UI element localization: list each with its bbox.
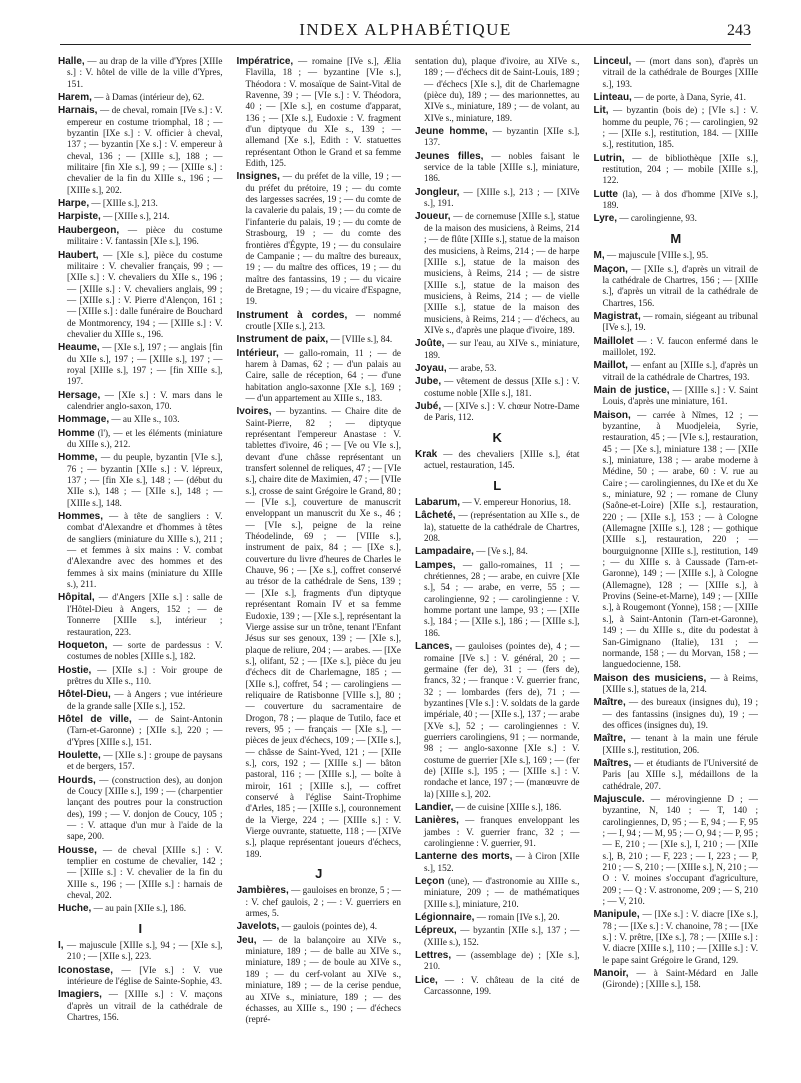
column-3 — [415, 56, 580, 1066]
section-letter: M — [670, 230, 682, 246]
index-entry — [415, 802, 580, 813]
entry-headword: Magistrat, — [593, 310, 641, 322]
entry-text: — byzantin [XIIe s.], 137 ; — (XIIIe s.), 152. — [424, 925, 580, 947]
entry-text: sentation du), plaque d'ivoire, au XIVe s., 189 ; — d'échecs dit de Saint-Louis, 189 ; — d'échecs [XIe s.], dit de Charlemagne (pièce du), 189 ; — des marionnettes, au XIVe s., miniature, 189 ; — de volant, au XIVe s., miniature, 189. — [415, 56, 580, 123]
entry-headword: Lyre, — [593, 213, 618, 225]
entry-text: — de cornemuse [XIIIe s.], statue de la maison des musiciens, à Reims, 214 ; — de flûte [XIIIe s.], statue de la maison des musiciens, à Reims, 214 ; — de harpe [XIIIe s.], statue de la maison des musiciens, à Reims, 214 ; — de sistre [XIIIe s.], statue de la maison des musiciens, à Reims, 214 ; — de vielle [XIIIe s.], statue de la maison des musiciens, à Reims, 214 ; — d'échecs, au XIVe s., d'après une plaque d'ivoire, 189. — [424, 211, 580, 335]
entry-text: — au pain [XIIe s.], 186. — [91, 903, 187, 914]
index-entry — [594, 360, 759, 383]
entry-headword: Joûte, — [415, 338, 445, 350]
entry-headword: I, — [58, 940, 64, 952]
entry-text: — du peuple, byzantin [VIe s.], 76 ; — byzantin [XIIe s.] : V. lépreux, 137 ; — [fin XIe s.], 148 ; — (début du XIIe s.), 148 ; — [XIIe s.], 148 ; — [XIIIe s.], 148. — [67, 452, 223, 508]
index-entry — [594, 311, 759, 334]
column-2 — [237, 56, 402, 1066]
entry-text: — [XIIe s.] : groupe de paysans et de bergers, 157. — [67, 749, 223, 772]
entry-text: — [XIIe s.] : Voir groupe de prêtres du XIIe s., 110. — [67, 664, 223, 686]
index-entry — [594, 968, 759, 991]
entry-text: — romain [IVe s.], 20. — [474, 912, 560, 923]
entry-text: — à tête de sangliers : V. combat d'Alexandre et d'hommes à têtes de sangliers (miniature du XIIIe s.), 211 ; — et femmes à six mains : V. combat d'Alexandre avec des hommes et des femmes à six mains (miniature du XIIIe s.), 211. — [67, 511, 223, 590]
index-entry — [594, 697, 759, 731]
entry-text: — de bibliothèque [XIIe s.], restitution, 204 ; — mobile [XIIIe s.], 122. — [602, 152, 758, 186]
index-entry — [594, 213, 759, 224]
entry-text: — majuscule [XIIIe s.], 94 ; — [XIe s.], 210 ; — [XIIe s.], 223. — [63, 940, 223, 962]
index-entry — [237, 310, 402, 333]
entry-headword: Joyau, — [415, 362, 447, 374]
index-entry — [415, 950, 580, 973]
section-letter: J — [315, 866, 323, 882]
entry-text: — : V. faucon enfermé dans le maillolet, 192. — [602, 335, 758, 357]
entry-headword: Hersage, — [58, 389, 101, 401]
entry-text: — romain, siégeant au tribunal [IVe s.], 19. — [602, 310, 758, 333]
entry-text: — gallo-romain, 11 ; — de harem à Damas, 62 ; — d'un palais au Caire, salle de réception, 64 ; — d'une habitation anglo-saxonne [XIe s.], 169 ; — d'un appartement au XIIIe s., 183. — [245, 347, 401, 403]
entry-headword: Hourds, — [58, 774, 96, 786]
entry-headword: Hommage, — [58, 414, 110, 426]
index-entry — [58, 105, 223, 196]
entry-headword: Lettres, — [415, 950, 452, 962]
entry-text: — [IXe s.] : V. diacre [IXe s.], 78 ; — [IXe s.] : V. chanoine, 78 ; — [IXe s.] : V. prêtre, [IXe s.], 78 ; — [XIIIe s.] : V. diacre [XIIIe s.], 110 ; — [XIIIe s.] : V. le pape saint Grégoire le Grand, 129. — [602, 909, 758, 965]
entry-text: (la), — à dos d'homme [XIVe s.], 189. — [602, 188, 758, 211]
index-entry — [237, 935, 402, 1026]
index-entry — [415, 815, 580, 849]
index-entry — [415, 925, 580, 948]
entry-headword: Hôpital, — [58, 592, 95, 604]
index-entry — [415, 56, 580, 124]
section-letter: L — [493, 477, 502, 493]
entry-text: — byzantin [XIIe s.], 137. — [424, 126, 580, 148]
index-entry — [58, 342, 223, 387]
entry-headword: Haubert, — [58, 249, 99, 261]
entry-headword: Homme — [58, 427, 95, 439]
index-entry — [594, 153, 759, 187]
entry-headword: Manipule, — [593, 909, 640, 921]
entry-headword: Intérieur, — [236, 347, 279, 359]
index-entry — [237, 334, 402, 345]
entry-headword: Linceul, — [593, 56, 632, 67]
index-entry — [415, 338, 580, 361]
entry-text: — carolingienne, 93. — [617, 213, 697, 224]
entry-headword: Joueur, — [415, 211, 451, 223]
entry-text: — [VIIIe s.], 84. — [328, 334, 393, 345]
entry-text: — [XIIIe s.], 213 ; — [XIVe s.], 191. — [424, 186, 580, 209]
index-entry — [415, 151, 580, 185]
entry-text: — V. empereur Honorius, 18. — [460, 497, 571, 508]
entry-text: — byzantins. — Chaire dite de Saint-Pierre, 82 ; — diptyque représentant l'empereur Anastase : V. tablettes d'ivoire, 46 ; — [Ve ou VIe s.], devant d'une châsse représentant un transfert solennel de reliques, 47 ; — [VIe s.], chaire dite de Maximien, 47 ; — [VIIe s.], crosse de saint Grégoire le Grand, 80 ; — [VIe s.], couverture de manuscrit enveloppant un manuscrit du Xe s., 46 ; — [VIe s.], peigne de la reine Théodelinde, 69 ; — [VIIIe s.], instrument de paix, 84 ; — [IXe s.], couverture du livre d'heures de Charles le Chauve, 96 ; — [Xe s.], coffret conservé au trésor de la cathédrale de Sens, 139 ; — [XIe s.], fragments d'un diptyque représentant Romain IV et sa femme Eudoxie, 139 ; — [XIe s.], représentant la Vierge assise sur un trône, tenant l'Enfant Jésus sur ses genoux, 139 ; — [XIe s.], plaque de reliure, 204 ; — arabes. — [IXe s.], olifant, 52 ; — [IXe s.], pièce du jeu d'échecs dit de Charlemagne, 185 ; — [XIIe s.], coffret, 54 ; — carolingiens — reliquaire de Ratisbonne [VIIIe s.], 80 ; — couverture du sacramentaire de Drogon, 78 ; — plaque de Tutilo, face et revers, 95 ; — français — [XIe s.], — pièces de jeux d'échecs, 109 ; — [XIIe s.], — châsse de Saint-Yved, 121 ; — [XIIe s.], cors, 192 ; — [XIIIe s.] — bâton pastoral, 116 ; — [XIIIe s.], — boîte à miroir, 161 ; [XIIIe s.], — coffret conservé à l'église Saint-Trophime d'Arles, 185 ; — [XIIIe s.], couronnement de la Vierge, 224 ; — [XIIIe s.] : V. Vierge ouvrante, statuette, 118 ; — [XIVe s.], plaque représentant joueurs d'échecs, 189. — [245, 406, 401, 859]
entry-headword: Maçon, — [593, 263, 628, 275]
entry-headword: Insignes, — [236, 171, 280, 183]
entry-text: — des bureaux (insignes du), 19 ; — des fantassins (insignes du), 19 ; — des offices (insignes du), 19. — [602, 697, 758, 730]
entry-text: — [VIe s.] : V. vue intérieure de l'église de Sainte-Sophie, 43. — [67, 964, 223, 987]
entry-text: — gauloises (pointes de), 4 ; — romaine [IVe s.] : V. général, 20 ; — germaine (fer de), 31 ; — (fers de), francs, 32 ; — franque : V. guerrier franc, 32 ; — lombardes (fers de), 71 ; — byzantines [VIe s.] : V. soldats de la garde impériale, 40 ; — [XIIe s.], 137 ; — arabe [XVe s.], 52 ; — carolingiennes : V. guerriers carolingiens, 91 ; — normande, 98 ; — anglo-saxonne [XIe s.] : V. costume de guerrier [XIe s.], 169 ; — (fer de) [XIIIe s.], 195 ; — [XIIIe s.] : V. rondache et lance, 197 ; — (manœuvre de la) [XIIIe s.], 202. — [424, 641, 580, 799]
entry-text: — [XIe s.], 197 ; — anglais [fin du XIIe s.], 197 ; — [XIIIe s.], 197 ; — royal [XIIIe s.], 197 ; — [fin XIIIe s.], 197. — [67, 342, 223, 387]
entry-text: — de porte, à Dana, Syrie, 41. — [631, 92, 746, 103]
entry-headword: Maison des musiciens, — [593, 672, 707, 684]
index-entry — [58, 903, 223, 914]
index-entry — [237, 921, 402, 932]
running-header — [60, 14, 751, 45]
entry-headword: Housse, — [58, 844, 97, 856]
index-entry — [415, 912, 580, 923]
index-entry — [58, 775, 223, 843]
index-entry — [415, 497, 580, 508]
page-title: INDEX ALPHABÉTIQUE — [299, 20, 512, 39]
index-entry — [415, 187, 580, 210]
index-entry — [594, 264, 759, 309]
entry-text: — à Angers ; vue intérieure de la grande salle [XIIe s.], 152. — [67, 689, 223, 711]
entry-text: — [XIIIe s.], 213. — [89, 198, 158, 209]
entry-text: — d'Angers [XIIe s.] : salle de l'Hôtel-Dieu à Angers, 152 ; — de Tonnerre [XIIIe s.], intérieur ; restauration, 223. — [67, 592, 223, 637]
entry-text: — gaulois (pointes de), 4. — [279, 921, 378, 932]
entry-text: — [XIIIe s.] : V. maçons d'après un vitrail de la cathédrale de Chartres, 156. — [67, 989, 223, 1023]
entry-headword: Krak — [415, 449, 438, 460]
index-entry — [415, 641, 580, 800]
entry-headword: Majuscule. — [593, 793, 645, 805]
entry-text: (l'), — et les éléments (miniature du XIIIe s.), 212. — [67, 427, 223, 449]
entry-text: — de cheval [XIIIe s.] : V. templier en costume de chevalier, 142 ; — [XIIIe s.] : V. chevalier de la fin du XIIIe s., 196 ; — [XIIIe s.] : harnais de cheval, 202. — [67, 844, 223, 901]
index-entry — [58, 198, 223, 209]
entry-headword: Hommes, — [58, 511, 104, 523]
index-entry — [594, 758, 759, 792]
entry-headword: Jube, — [415, 376, 442, 388]
index-entry — [594, 250, 759, 261]
entry-text: — (construction des), au donjon de Coucy [XIIIe s.], 199 ; — (charpentier lançant des poutres pour la construction des), 199 ; — V. donjon de Coucy, 105 ; — : V. attaque d'un mur à l'aide de la sape, 200. — [67, 774, 223, 842]
entry-text: — à Reims, [XIIIe s.], statues de la, 214. — [602, 672, 758, 694]
index-entry — [237, 171, 402, 307]
entry-text: — des chevaliers [XIIIe s.], état actuel, restauration, 145. — [424, 449, 580, 471]
entry-headword: Maillot, — [593, 360, 628, 372]
entry-text: — [XIIe s.], d'après un vitrail de la cathédrale de Chartres, 156 ; — [XIIIe s.], d'après un vitrail de la cathédrale de Chartres, 156. — [602, 263, 758, 308]
index-entry — [594, 909, 759, 966]
entry-headword: Main de justice, — [593, 384, 670, 396]
index-entry — [594, 56, 759, 90]
entry-text: — (représentation au XIIe s., de la), statuette de la cathédrale de Chartres, 208. — [424, 510, 580, 544]
index-entry — [58, 56, 223, 90]
entry-text: — nommé croutle [XIIe s.], 213. — [245, 309, 401, 331]
entry-text: — de cheval, romain [IVe s.] : V. empereur en costume triomphal, 18 ; — byzantin [IXe s.] : V. officier à cheval, 137 ; — byzantin [Xe s.] : V. empereur à cheval, 136 ; — [XIIIe s.], 188 ; — militaire [fin XIe s.], 99 ; — [XIIIe s.] : chevalier de la fin du XIIIe s., 196 ; — [XIIIe s.], 202. — [67, 105, 223, 195]
entry-headword: Ivoires, — [236, 406, 272, 418]
index-entry — [58, 845, 223, 902]
index-entry — [415, 126, 580, 149]
index-entry — [594, 733, 759, 756]
entry-text: — majuscule [VIIIe s.], 95. — [604, 250, 709, 261]
entry-headword: Javelots, — [236, 921, 280, 933]
entry-headword: Imagiers, — [58, 989, 102, 1001]
index-entry — [415, 876, 580, 910]
entry-headword: Leçon — [415, 876, 445, 888]
entry-headword: Maître, — [593, 697, 626, 709]
column-4 — [594, 56, 759, 1066]
index-entry — [58, 414, 223, 425]
entry-headword: Houlette, — [58, 749, 101, 761]
index-entry — [237, 406, 402, 860]
entry-headword: Impératrice, — [236, 56, 294, 67]
entry-headword: Maîtres, — [593, 757, 632, 769]
entry-text: — gauloises en bronze, 5 ; — : V. chef gaulois, 2 ; — : V. guerriers en armes, 5. — [245, 885, 401, 919]
index-entry — [58, 511, 223, 590]
entry-headword: Jongleur, — [415, 186, 460, 198]
index-entry — [58, 428, 223, 451]
entry-text: — (mort dans son), d'après un vitrail de la cathédrale de Bourges [XIIIe s.], 193. — [602, 56, 758, 89]
entry-headword: Lutte — [593, 188, 618, 200]
entry-headword: Lanterne des morts, — [415, 851, 513, 863]
entry-text: — [XIVe s.] : V. chœur Notre-Dame de Paris, 112. — [424, 400, 580, 423]
entry-headword: Harpe, — [58, 198, 90, 210]
entry-headword: Lances, — [415, 641, 453, 653]
entry-headword: Lice, — [415, 974, 438, 986]
index-entry — [594, 385, 759, 408]
index-entry — [415, 363, 580, 374]
entry-text: — nobles faisant le service de la table [XIIIe s.], miniature, 186. — [424, 150, 580, 184]
entry-headword: Heaume, — [58, 342, 100, 354]
index-entry — [58, 92, 223, 103]
page-number: 243 — [727, 22, 751, 39]
entry-text: — romaine [IVe s.], Ælia Flavilla, 18 ; — byzantine [VIe s.], Théodora : V. mosaïque de Saint-Vital de Ravenne, 39 ; — [VIe s.] : V. Théodora, 40 ; — [XIe s.], en costume d'apparat, 136 ; — [XIe s.], Eudoxie : V. fragment d'un diptyque du XIe s., 139 ; — allemand [Xe s.], Edith : V. statuettes représentant Othon le Grand et sa femme Edith, 125. — [245, 56, 401, 169]
index-entry — [594, 794, 759, 907]
entry-headword: Landier, — [415, 801, 454, 813]
entry-headword: Hoqueton, — [58, 639, 108, 651]
entry-text: — à Ciron [XIIe s.], 152. — [424, 851, 580, 873]
entry-headword: Jeune homme, — [415, 126, 488, 138]
entry-headword: Lépreux, — [415, 925, 457, 937]
entry-text: — gallo-romaines, 11 ; — chrétiennes, 28 ; — arabe, en cuivre [XIe s.], 54 ; — arabe, en verre, 55 ; — carolingienne, 92 ; — carolingienne : V. homme portant une lampe, 93 ; — [XIIe s.], 184 ; — [XIIe s.], 186 ; — [XIIIe s.], 186. — [424, 559, 580, 638]
index-entry — [237, 885, 402, 919]
entry-headword: Lampadaire, — [415, 546, 474, 558]
entry-headword: Iconostase, — [58, 964, 114, 976]
entry-text: — [XIIIe s.], 214. — [100, 211, 170, 222]
entry-text: — enfant au [XIIIe s.], d'après un vitrail de la cathédrale de Chartres, 193. — [602, 360, 758, 382]
index-entry — [58, 640, 223, 663]
entry-text: — sur l'eau, au XIVe s., miniature, 189. — [424, 338, 580, 360]
index-entry — [415, 449, 580, 472]
index-entry — [58, 965, 223, 988]
index-entry — [58, 714, 223, 748]
index-entry — [415, 510, 580, 544]
entry-text: — [Ve s.], 84. — [473, 546, 528, 557]
index-entry — [237, 348, 402, 405]
index-columns — [58, 56, 758, 1066]
index-entry — [58, 452, 223, 509]
section-letter: I — [138, 920, 143, 936]
index-entry — [594, 673, 759, 696]
entry-text: (une), — d'astronomie au XIIIe s., miniature, 209 ; — de mathématiques [XIIIe s.], miniature, 210. — [424, 876, 580, 909]
index-entry — [58, 250, 223, 341]
entry-text: — de cuisine [XIIIe s.], 186. — [453, 801, 562, 812]
entry-text: — carrée à Nîmes, 12 ; — byzantine, à Muodjeleia, Syrie, restauration, 45 ; — [VIe s.], restauration, 45 ; — [Xe s.], miniature 138 ; — [XIIe s.], miniature, 138 ; — arabe moderne à Médine, 50 ; — arabe, 60 : V. rue au Caire ; — carolingiennes, du IXe et du Xe s., miniature, 92 ; — romane de Cluny (Saône-et-Loire) [XIIe s.], restauration, 220 ; — [XIIe s.], 153 ; — à Cologne (Allemagne [XIIIe s.], 128 ; — gothique [XIIIe s.], restauration, 220 ; — bourguignonne [XIIIe s.], restitution, 149 ; — du XIIIe s. à Caussade (Tarn-et-Garonne), 149 ; — [XIIIe s.], à Cologne (Allemagne), 128 ; — [XIIIe s.], à Provins (Seine-et-Marne), 149 ; — [XIIIe s.], à Rougemont (Yonne), 158 ; — [XIIIe s.], à Saint-Antonin (Tarn-et-Garonne), 149 ; — du XIIIe s., dite du podestat à San-Gimignano (Italie), 131 ; — normande, 158 ; — du Morvan, 158 ; — languedocienne, 158. — [602, 409, 758, 670]
index-entry — [58, 225, 223, 248]
entry-headword: Jeunes filles, — [415, 150, 484, 162]
entry-text: — franques enveloppant les jambes : V. guerrier franc, 32 ; — carolingienne : V. guerrier, 91. — [424, 815, 580, 848]
index-entry — [594, 336, 759, 359]
entry-text: — du préfet de la ville, 19 ; — du préfet du prétoire, 19 ; — du comte des largesses sacrées, 19 ; — du comte de la cavalerie du palais, 19 ; — du comte de l'infanterie du palais, 19 ; — du comte de Strasbourg, 19 ; — du comte des frontières d'Égypte, 19 ; — du consulaire de Campanie ; — du maître des bureaux, 19 ; — du maître des offices, 19 ; — du maître des fantassins, 19 ; — du vicaire de Bretagne, 19 ; — du vicaire d'Espagne, 19. — [245, 171, 401, 307]
entry-text: — pièce du costume militaire : V. fantassin [XIe s.], 196. — [67, 224, 223, 247]
entry-headword: Hôtel de ville, — [58, 713, 132, 725]
index-entry — [415, 546, 580, 557]
index-entry — [58, 940, 223, 963]
index-entry — [58, 592, 223, 637]
entry-headword: Instrument de paix, — [236, 334, 329, 346]
entry-headword: Lutrin, — [593, 152, 625, 164]
entry-text: — au drap de la ville d'Ypres [XIIIe s.] : V. hôtel de ville de la ville d'Ypres, 151. — [67, 56, 223, 89]
index-entry — [58, 665, 223, 688]
entry-headword: M, — [593, 250, 605, 262]
entry-headword: Jambières, — [236, 885, 289, 897]
entry-text: — [XIe s.] : V. mars dans le calendrier anglo-saxon, 170. — [67, 389, 223, 411]
entry-headword: Légionnaire, — [415, 912, 475, 924]
entry-text: — à Saint-Médard en Jalle (Gironde) ; [XIIIe s.], 158. — [602, 968, 758, 990]
entry-text: — [XIIIe s.] : V. Saint Louis, d'après une miniature, 161. — [602, 384, 758, 407]
entry-headword: Harem, — [58, 92, 92, 104]
entry-headword: Huche, — [58, 903, 92, 915]
entry-headword: Instrument à cordes, — [236, 309, 348, 321]
entry-headword: Jeu, — [236, 934, 257, 946]
entry-headword: Manoir, — [593, 968, 629, 980]
entry-text: — à Damas (intérieur de), 62. — [91, 92, 205, 103]
entry-text: — [XIe s.], pièce du costume militaire : V. chevalier français, 99 ; — [XIIe s.] : V. chevaliers du XIIe s., 196 ; — [XIIIe s.] : V. chevaliers anglais, 99 ; — [XIIIe s.] : V. Pierre d'Alençon, 161 ; — [XIIIe s.] : dalle funéraire de Bouchard de Montmorency, 194 ; — [XIIIe s.] : V. chevalier du XIIIe s., 196. — [67, 249, 223, 339]
entry-headword: Maison, — [593, 409, 631, 421]
entry-headword: Maillolet — [593, 335, 634, 347]
entry-headword: Harpiste, — [58, 211, 101, 223]
index-entry — [237, 56, 402, 169]
entry-text: — de Saint-Antonin (Tarn-et-Garonne) ; [XIIe s.], 220 ; — d'Ypres [XIIIe s.], 151. — [67, 713, 223, 747]
entry-headword: Homme, — [58, 452, 98, 464]
index-entry — [415, 851, 580, 874]
entry-headword: Jubé, — [415, 400, 442, 412]
index-entry — [594, 189, 759, 212]
entry-text: — au XIIe s., 103. — [109, 414, 180, 425]
index-entry — [58, 390, 223, 413]
index-entry — [594, 105, 759, 150]
index-entry — [58, 750, 223, 773]
entry-headword: Lampes, — [415, 559, 456, 571]
entry-headword: Labarum, — [415, 497, 461, 509]
section-letter: K — [492, 429, 502, 445]
index-entry — [415, 401, 580, 424]
entry-text: — de la balançoire au XIVe s., miniature, 189 ; — de balle au XIVe s., miniature, 189 ; — de boule au XIVe s., 189 ; — du cerf-volant au XIVe s., miniature, 189 ; — de la cerise pendue, au XIVe s., miniature, 189 ; — des échasses, au XIIIe s., 190 ; — d'échecs (repré- — [245, 934, 401, 1025]
entry-headword: Harnais, — [58, 105, 98, 117]
entry-headword: Haubergeon, — [58, 224, 120, 236]
index-entry — [594, 410, 759, 671]
entry-text: — (assemblage de) ; [XIe s.], 210. — [424, 950, 580, 972]
index-entry — [415, 211, 580, 336]
entry-text: — : V. château de la cité de Carcassonne, 199. — [424, 974, 580, 997]
index-entry — [594, 92, 759, 103]
entry-headword: Lâcheté, — [415, 510, 456, 522]
entry-headword: Hostie, — [58, 664, 92, 676]
entry-headword: Linteau, — [593, 92, 632, 104]
index-entry — [58, 689, 223, 712]
index-entry — [58, 211, 223, 222]
entry-headword: Lanières, — [415, 815, 459, 827]
entry-text: — et étudiants de l'Université de Paris [au XIIIe s.], médaillons de la cathédrale, 207. — [602, 757, 758, 791]
index-entry — [415, 376, 580, 399]
index-entry — [415, 975, 580, 998]
entry-text: — sorte de pardessus : V. costumes de nobles [XIIIe s.], 182. — [67, 639, 223, 662]
entry-headword: Halle, — [58, 56, 85, 67]
entry-headword: Maître, — [593, 733, 626, 745]
entry-text: — byzantin (bois de) ; [VIe s.] : V. homme du peuple, 76 ; — carolingien, 92 ; — [XIIe s.], restitution, 184. — [XIIIe s.], restitution, 185. — [602, 105, 758, 150]
column-1 — [58, 56, 223, 1066]
entry-text: — tenant à la main une férule [XIIIe s.], restitution, 206. — [602, 733, 758, 755]
entry-text: — vêtement de dessus [XIIe s.] : V. costume noble [XIIe s.], 181. — [424, 376, 580, 398]
entry-headword: Hôtel-Dieu, — [58, 689, 111, 701]
index-entry — [58, 989, 223, 1023]
entry-headword: Lit, — [593, 105, 609, 117]
index-entry — [415, 560, 580, 639]
entry-text: — arabe, 53. — [446, 362, 497, 373]
entry-text: — mérovingienne D ; — byzantine, N, 140 ; — T, 140 ; carolingiennes, D, 95 ; — E, 94 ; — F, 95 ; — I, 94 ; — M, 95 ; — O, 94 ; — P, 95 ; — E, 210 ; — [XIe s.], I, 210 ; — [XIIe s.], B, 210 ; — F, 223 ; — I, 223 ; — P, 210 ; — S, 210 ; — [XIIIe s.], N, 210 ; — O : V. moines s'occupant d'agriculture, 209 ; — Q : V. astronome, 209 ; — S, 210 ; — V, 210. — [602, 793, 758, 907]
